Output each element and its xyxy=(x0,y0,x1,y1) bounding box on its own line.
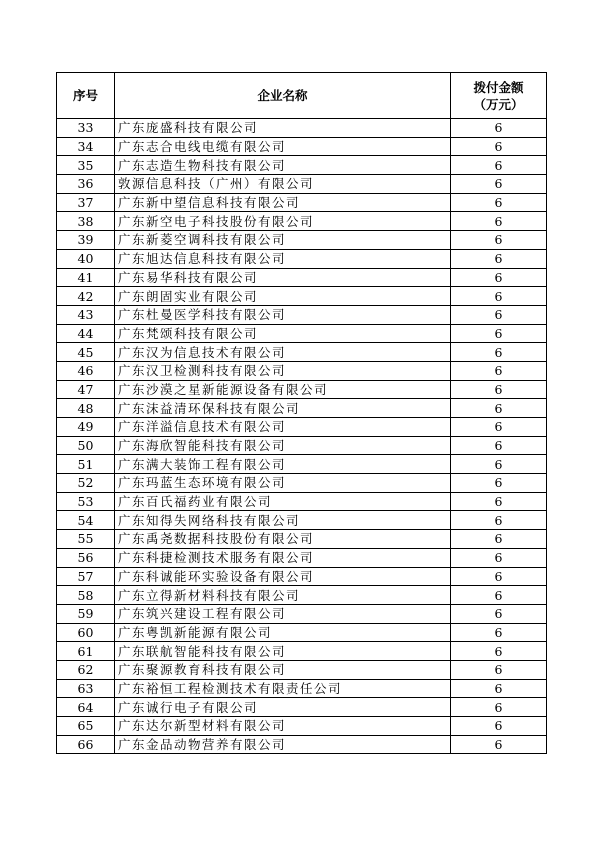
row-seq: 42 xyxy=(57,287,115,306)
table-row xyxy=(57,492,547,511)
table-row xyxy=(57,361,547,380)
row-company-name: 广东旭达信息科技有限公司 xyxy=(115,249,451,268)
row-company-name: 广东粤凯新能源有限公司 xyxy=(115,623,451,642)
table-row xyxy=(57,548,547,567)
header-row xyxy=(57,73,547,119)
row-company-name: 广东科诚能环实验设备有限公司 xyxy=(115,567,451,586)
row-company-name: 广东沫益清环保科技有限公司 xyxy=(115,399,451,418)
row-company-name: 广东朗固实业有限公司 xyxy=(115,287,451,306)
row-amount: 6 xyxy=(451,698,547,717)
table-row xyxy=(57,212,547,231)
row-company-name: 广东裕恒工程检测技术有限责任公司 xyxy=(115,679,451,698)
row-amount: 6 xyxy=(451,567,547,586)
table-header xyxy=(57,73,547,119)
table-row xyxy=(57,567,547,586)
row-seq: 66 xyxy=(57,735,115,754)
row-amount: 6 xyxy=(451,436,547,455)
row-amount: 6 xyxy=(451,492,547,511)
row-seq: 62 xyxy=(57,660,115,679)
row-company-name: 广东禹尧数据科技股份有限公司 xyxy=(115,530,451,549)
table-row xyxy=(57,474,547,493)
table-row xyxy=(57,193,547,212)
table-row xyxy=(57,156,547,175)
row-seq: 41 xyxy=(57,268,115,287)
table-row xyxy=(57,586,547,605)
row-amount: 6 xyxy=(451,193,547,212)
row-company-name: 广东易华科技有限公司 xyxy=(115,268,451,287)
table-row xyxy=(57,380,547,399)
row-company-name: 广东新空电子科技股份有限公司 xyxy=(115,212,451,231)
row-seq: 59 xyxy=(57,604,115,623)
row-company-name: 广东聚源教育科技有限公司 xyxy=(115,660,451,679)
row-seq: 57 xyxy=(57,567,115,586)
row-amount: 6 xyxy=(451,586,547,605)
row-amount: 6 xyxy=(451,511,547,530)
table-row xyxy=(57,268,547,287)
row-company-name: 广东志合电线电缆有限公司 xyxy=(115,137,451,156)
row-amount: 6 xyxy=(451,175,547,194)
row-seq: 45 xyxy=(57,343,115,362)
row-amount: 6 xyxy=(451,735,547,754)
header-amount-unit: （万元） xyxy=(473,96,524,112)
row-company-name: 广东新菱空调科技有限公司 xyxy=(115,231,451,250)
row-seq: 51 xyxy=(57,455,115,474)
row-seq: 53 xyxy=(57,492,115,511)
row-amount: 6 xyxy=(451,380,547,399)
row-seq: 63 xyxy=(57,679,115,698)
row-seq: 58 xyxy=(57,586,115,605)
row-company-name: 广东筑兴建设工程有限公司 xyxy=(115,604,451,623)
row-seq: 52 xyxy=(57,474,115,493)
table-row xyxy=(57,642,547,661)
row-company-name: 广东志造生物科技有限公司 xyxy=(115,156,451,175)
table-row xyxy=(57,455,547,474)
table-row xyxy=(57,287,547,306)
funding-table xyxy=(56,72,547,754)
row-amount: 6 xyxy=(451,548,547,567)
table-row xyxy=(57,249,547,268)
row-company-name: 广东庞盛科技有限公司 xyxy=(115,119,451,138)
row-seq: 36 xyxy=(57,175,115,194)
row-amount: 6 xyxy=(451,642,547,661)
row-company-name: 广东立得新材料科技有限公司 xyxy=(115,586,451,605)
table-row xyxy=(57,175,547,194)
table-row xyxy=(57,679,547,698)
row-seq: 61 xyxy=(57,642,115,661)
funding-table-container xyxy=(56,72,546,754)
row-amount: 6 xyxy=(451,343,547,362)
table-row xyxy=(57,305,547,324)
row-seq: 55 xyxy=(57,530,115,549)
row-amount: 6 xyxy=(451,623,547,642)
row-company-name: 敦源信息科技（广州）有限公司 xyxy=(115,175,451,194)
row-amount: 6 xyxy=(451,324,547,343)
row-seq: 40 xyxy=(57,249,115,268)
row-amount: 6 xyxy=(451,455,547,474)
table-row xyxy=(57,137,547,156)
row-seq: 43 xyxy=(57,305,115,324)
row-company-name: 广东金品动物营养有限公司 xyxy=(115,735,451,754)
table-row xyxy=(57,717,547,736)
row-company-name: 广东达尔新型材料有限公司 xyxy=(115,717,451,736)
row-seq: 35 xyxy=(57,156,115,175)
row-company-name: 广东科捷检测技术服务有限公司 xyxy=(115,548,451,567)
row-company-name: 广东新中望信息科技有限公司 xyxy=(115,193,451,212)
row-seq: 34 xyxy=(57,137,115,156)
table-row xyxy=(57,530,547,549)
row-amount: 6 xyxy=(451,660,547,679)
row-seq: 50 xyxy=(57,436,115,455)
table-row xyxy=(57,343,547,362)
row-company-name: 广东洋溢信息技术有限公司 xyxy=(115,418,451,437)
row-amount: 6 xyxy=(451,604,547,623)
row-company-name: 广东梵颂科技有限公司 xyxy=(115,324,451,343)
row-company-name: 广东海欣智能科技有限公司 xyxy=(115,436,451,455)
row-seq: 38 xyxy=(57,212,115,231)
table-row xyxy=(57,399,547,418)
table-row xyxy=(57,623,547,642)
row-amount: 6 xyxy=(451,268,547,287)
row-amount: 6 xyxy=(451,137,547,156)
row-seq: 48 xyxy=(57,399,115,418)
row-seq: 37 xyxy=(57,193,115,212)
table-body xyxy=(57,119,547,754)
row-company-name: 广东沙漠之星新能源设备有限公司 xyxy=(115,380,451,399)
table-row xyxy=(57,735,547,754)
row-amount: 6 xyxy=(451,287,547,306)
table-row xyxy=(57,119,547,138)
row-company-name: 广东满大装饰工程有限公司 xyxy=(115,455,451,474)
row-amount: 6 xyxy=(451,418,547,437)
row-seq: 56 xyxy=(57,548,115,567)
row-seq: 64 xyxy=(57,698,115,717)
row-seq: 60 xyxy=(57,623,115,642)
table-row xyxy=(57,604,547,623)
row-seq: 33 xyxy=(57,119,115,138)
header-amount-label: 拨付金额 xyxy=(473,79,524,95)
row-amount: 6 xyxy=(451,249,547,268)
table-row xyxy=(57,698,547,717)
row-amount: 6 xyxy=(451,717,547,736)
row-amount: 6 xyxy=(451,305,547,324)
table-row xyxy=(57,231,547,250)
row-amount: 6 xyxy=(451,399,547,418)
header-seq: 序号 xyxy=(57,73,115,119)
table-row xyxy=(57,660,547,679)
row-amount: 6 xyxy=(451,212,547,231)
row-amount: 6 xyxy=(451,231,547,250)
row-amount: 6 xyxy=(451,530,547,549)
table-row xyxy=(57,418,547,437)
row-company-name: 广东玛蓝生态环境有限公司 xyxy=(115,474,451,493)
header-amount xyxy=(451,73,547,119)
table-row xyxy=(57,436,547,455)
row-seq: 46 xyxy=(57,361,115,380)
row-company-name: 广东汉卫检测科技有限公司 xyxy=(115,361,451,380)
table-row xyxy=(57,511,547,530)
row-seq: 44 xyxy=(57,324,115,343)
row-company-name: 广东汉为信息技术有限公司 xyxy=(115,343,451,362)
row-company-name: 广东百氏福药业有限公司 xyxy=(115,492,451,511)
header-company-name: 企业名称 xyxy=(115,73,451,119)
row-seq: 47 xyxy=(57,380,115,399)
row-company-name: 广东联航智能科技有限公司 xyxy=(115,642,451,661)
row-amount: 6 xyxy=(451,361,547,380)
row-seq: 49 xyxy=(57,418,115,437)
row-seq: 65 xyxy=(57,717,115,736)
table-row xyxy=(57,324,547,343)
row-amount: 6 xyxy=(451,679,547,698)
row-amount: 6 xyxy=(451,156,547,175)
row-amount: 6 xyxy=(451,119,547,138)
row-seq: 39 xyxy=(57,231,115,250)
row-company-name: 广东杜曼医学科技有限公司 xyxy=(115,305,451,324)
row-company-name: 广东诚行电子有限公司 xyxy=(115,698,451,717)
row-amount: 6 xyxy=(451,474,547,493)
row-company-name: 广东知得失网络科技有限公司 xyxy=(115,511,451,530)
row-seq: 54 xyxy=(57,511,115,530)
